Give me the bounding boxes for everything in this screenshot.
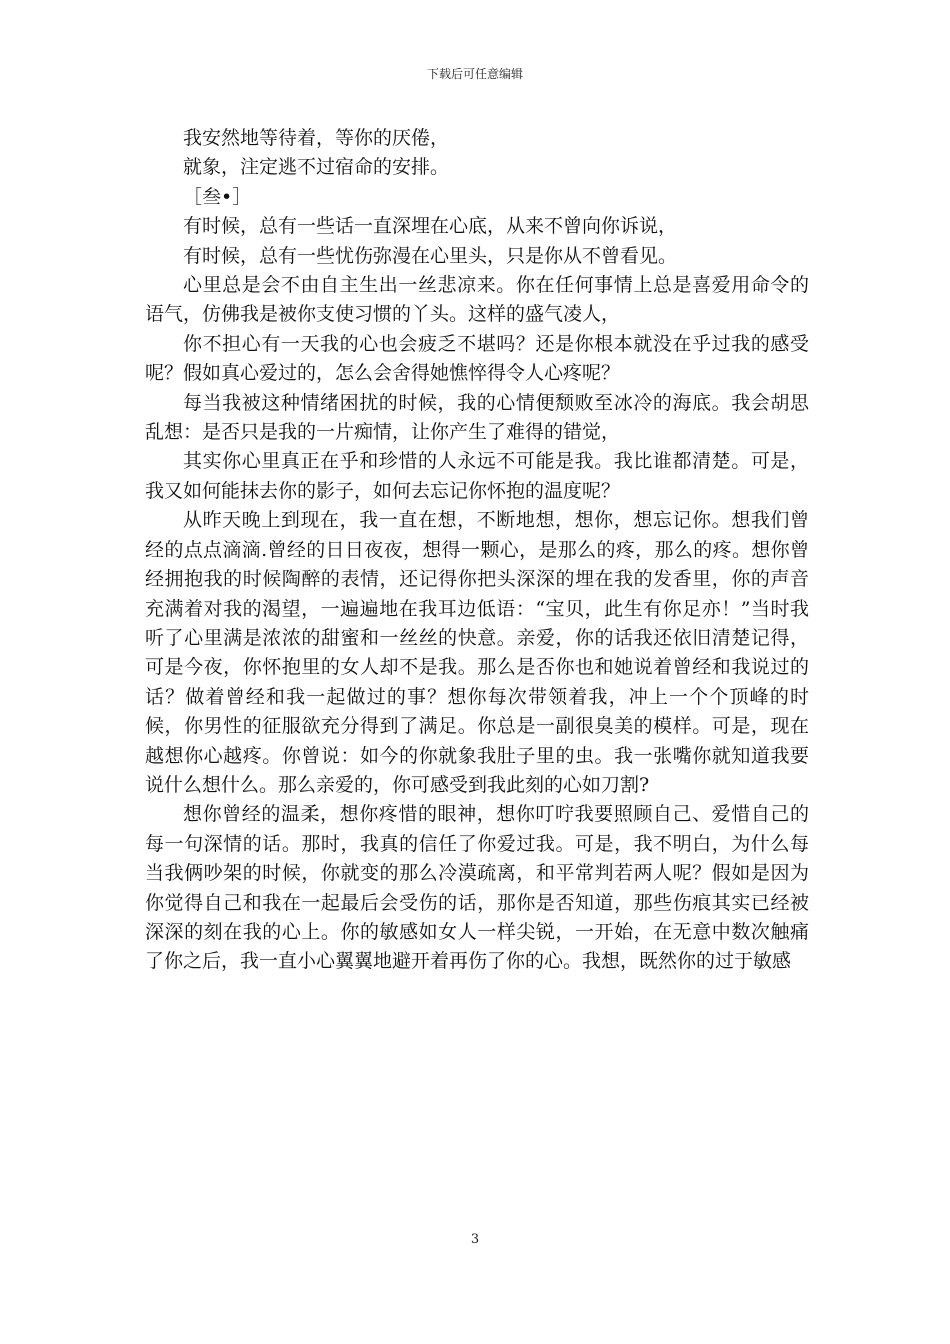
paragraph: 想你曾经的温柔，想你疼惜的眼神，想你叮咛我要照顾自己、爱惜自己的每一句深情的话。那时，我真的信任了你爱过我。可是，我不明白，为什么每当我俩吵架的时候，你就变的那么冷漠疏离，和平常判若两人呢？假如是因为你觉得自己和我在一起最后会受伤的话，那你是否知道，那些伤痕其实已经被深深的刻在我的心上。你的敏感如女人一样尖锐，一开始，在无意中数次触痛了你之后，我一直小心翼翼地避开着再伤了你的心。我想，既然你的过于敏感 (145, 803, 809, 973)
page-number: 3 (470, 1232, 480, 1247)
paragraph: 你不担心有一天我的心也会疲乏不堪吗？还是你根本就没在乎过我的感受呢？假如真心爱过的，怎么会舍得她憔悴得令人心疼呢？ (145, 332, 809, 385)
paragraph: 有时候，总有一些话一直深埋在心底，从来不曾向你诉说， (183, 215, 678, 238)
paragraph: 从昨天晚上到现在，我一直在想，不断地想，想你，想忘记你。想我们曾经的点点滴滴.曾经的日日夜夜，想得一颗心，是那么的疼，那么的疼。想你曾经拥抱我的时候陶醉的表情，还记得你把头深深的埋在我的发香里，你的声音充满着对我的渴望，一遍遍地在我耳边低语：“宝贝，此生有你足亦！”当时我听了心里满是浓浓的甜蜜和一丝丝的快意。亲爱，你的话我还依旧清楚记得，可是今夜，你怀抱里的女人却不是我。那么是否你也和她说着曾经和我说过的话？做着曾经和我一起做过的事？想你每次带领着我，冲上一个个顶峰的时候，你男性的征服欲充分得到了满足。你总是一副很臭美的模样。可是，现在越想你心越疼。你曾说：如今的你就象我肚子里的虫。我一张嘴你就知道我要说什么想什么。那么亲爱的，你可感受到我此刻的心如刀割? (145, 509, 809, 796)
body-text (145, 124, 809, 977)
paragraph: 每当我被这种情绪困扰的时候，我的心情便颓败至冰冷的海底。我会胡思乱想：是否只是我的一片痴情，让你产生了难得的错觉， (145, 391, 809, 444)
section-marker: ［叁•］ (183, 185, 252, 208)
paragraph: 就象，注定逃不过宿命的安排。 (183, 156, 450, 179)
paragraph: 我安然地等待着，等你的厌倦， (183, 127, 450, 149)
paragraph: 其实你心里真正在乎和珍惜的人永远不可能是我。我比谁都清楚。可是，我又如何能抹去你的影子，如何去忘记你怀抱的温度呢？ (145, 450, 809, 502)
paragraph: 有时候，总有一些忧伤弥漫在心里头，只是你从不曾看见。 (183, 244, 678, 267)
page-header: 下载后可任意编辑 (426, 67, 523, 81)
paragraph: 心里总是会不由自主生出一丝悲凉来。你在任何事情上总是喜爱用命令的语气，仿佛我是被你支使习惯的丫头。这样的盛气凌人， (145, 274, 809, 326)
